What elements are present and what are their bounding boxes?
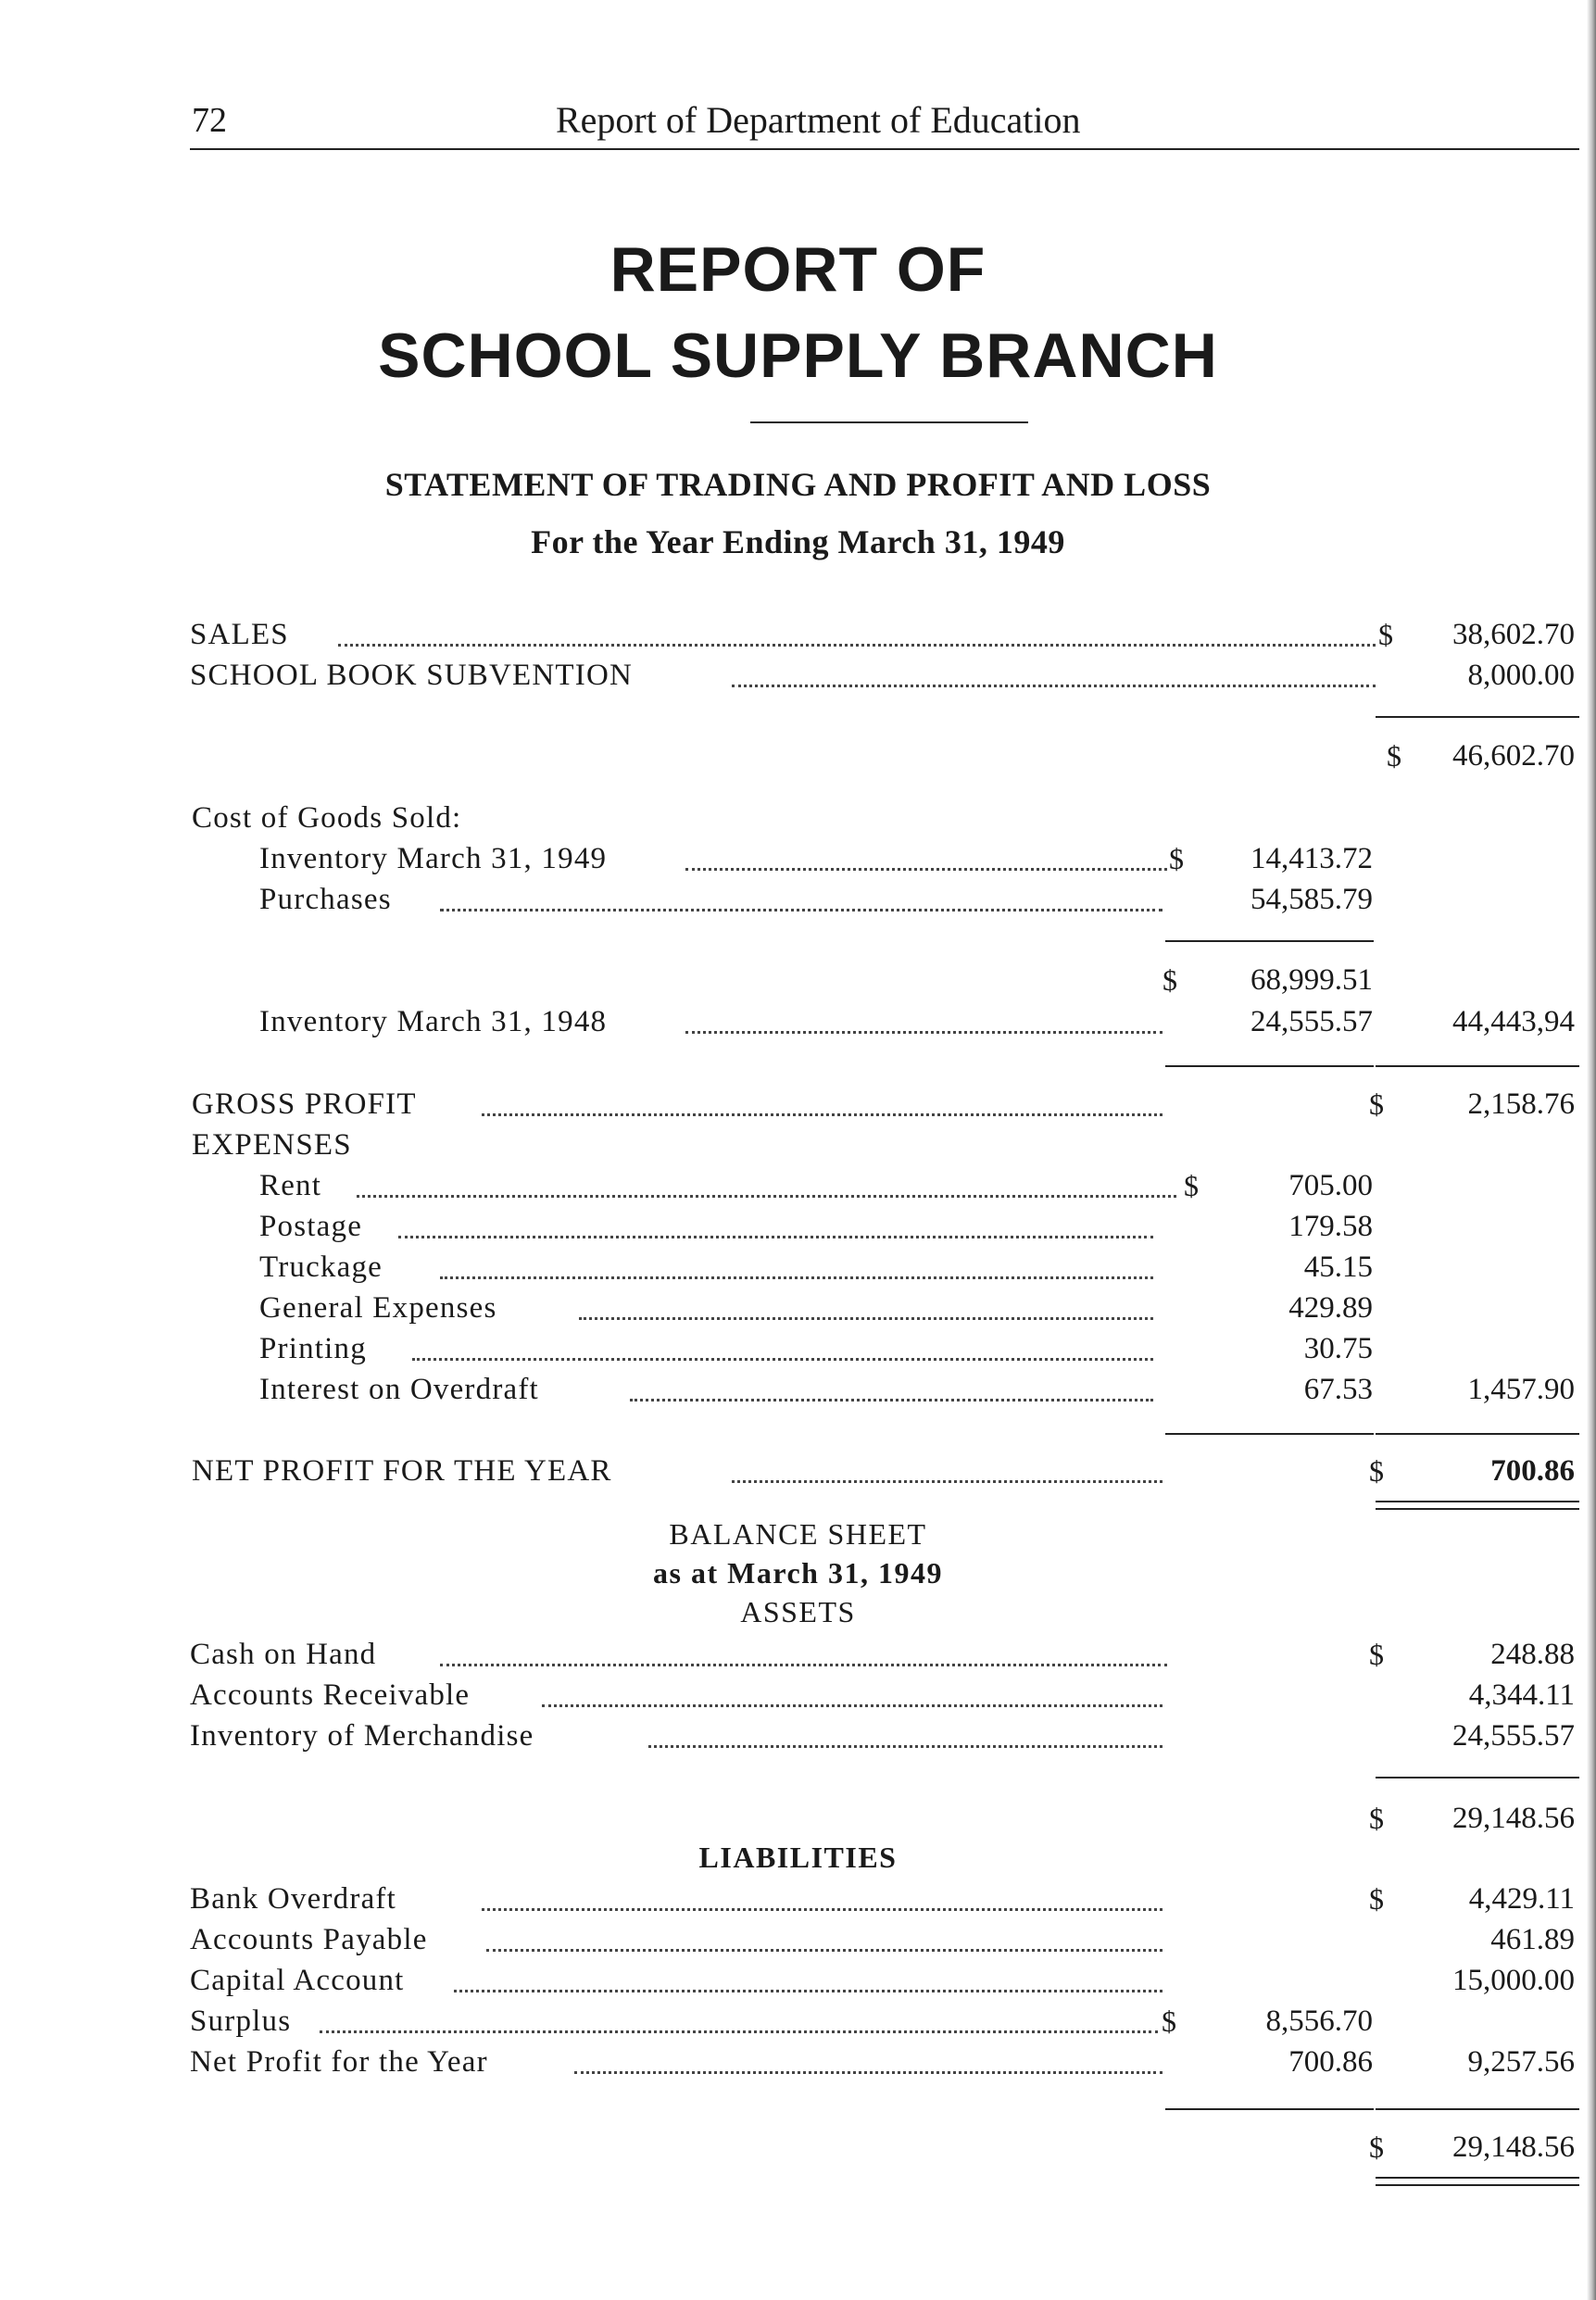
- subvention-value: 8,000.00: [1467, 659, 1575, 692]
- sales-value: 38,602.70: [1452, 618, 1575, 651]
- title-line-2: SCHOOL SUPPLY BRANCH: [378, 320, 1218, 391]
- rule: [1376, 2108, 1579, 2110]
- leader-dots: [454, 1990, 1162, 1992]
- asset-value: 248.88: [1490, 1638, 1575, 1671]
- gross-profit-value: 2,158.76: [1467, 1087, 1575, 1121]
- inventory-1948-value: 24,555.57: [1250, 1005, 1373, 1038]
- asset-currency: $: [1369, 1638, 1384, 1671]
- surplus-value: 8,556.70: [1265, 2005, 1373, 2038]
- statement-subheading: For the Year Ending March 31, 1949: [531, 523, 1065, 560]
- expenses-label: EXPENSES: [192, 1128, 352, 1162]
- leader-dots: [482, 1908, 1162, 1911]
- double-rule-bottom: [1376, 1508, 1579, 1510]
- running-title: Report of Department of Education: [556, 99, 1081, 141]
- leader-dots: [440, 1276, 1153, 1279]
- sum-rule: [1376, 1777, 1579, 1778]
- leader-dots: [338, 644, 1376, 647]
- expense-label: Rent: [259, 1169, 322, 1202]
- rule: [1165, 1065, 1374, 1067]
- inventory-1949-value: 14,413.72: [1250, 842, 1373, 875]
- leader-dots: [542, 1704, 1162, 1707]
- leader-dots: [357, 1195, 1176, 1198]
- assets-heading: ASSETS: [740, 1595, 856, 1628]
- liability-label: Capital Account: [190, 1964, 405, 1997]
- rule: [1376, 1433, 1579, 1435]
- rule: [1165, 2108, 1374, 2110]
- leader-dots: [412, 1358, 1153, 1361]
- total-value: 46,602.70: [1452, 739, 1575, 773]
- liability-value: 461.89: [1490, 1923, 1575, 1956]
- net-profit-value: 700.86: [1490, 1454, 1575, 1488]
- sales-label: SALES: [190, 618, 289, 651]
- leader-dots: [574, 2071, 1162, 2074]
- expense-value: 429.89: [1288, 1291, 1373, 1325]
- double-rule-bottom: [1376, 2184, 1579, 2186]
- cogs-label: Cost of Goods Sold:: [192, 801, 462, 835]
- leader-dots: [398, 1236, 1153, 1238]
- leader-dots: [440, 909, 1162, 911]
- leader-dots: [482, 1113, 1162, 1116]
- expense-value: 705.00: [1288, 1169, 1373, 1202]
- expense-value: 30.75: [1303, 1332, 1373, 1365]
- leader-dots: [685, 868, 1167, 871]
- surplus-currency: $: [1162, 2005, 1176, 2038]
- inventory-1949-currency: $: [1169, 842, 1184, 875]
- expense-value: 45.15: [1303, 1251, 1373, 1284]
- expense-label: Postage: [259, 1210, 363, 1243]
- inventory-1948-label: Inventory March 31, 1948: [259, 1005, 608, 1038]
- rule: [1376, 1065, 1579, 1067]
- expenses-total: 1,457.90: [1467, 1373, 1575, 1406]
- total-currency: $: [1387, 739, 1401, 773]
- leader-dots: [648, 1745, 1162, 1748]
- leader-dots: [440, 1664, 1167, 1666]
- sum-rule: [1376, 716, 1579, 718]
- leader-dots: [486, 1949, 1162, 1952]
- net-profit-year-value: 700.86: [1288, 2045, 1373, 2079]
- cogs-value: 44,443,94: [1452, 1005, 1575, 1038]
- subtotal-rule: [1165, 940, 1374, 942]
- header-rule: [190, 148, 1579, 150]
- subtotal-currency: $: [1162, 963, 1177, 997]
- expense-value: 179.58: [1288, 1210, 1373, 1243]
- title-line-1: REPORT OF: [609, 234, 987, 305]
- expense-label: Truckage: [259, 1251, 383, 1284]
- asset-value: 4,344.11: [1468, 1678, 1575, 1712]
- sales-currency: $: [1378, 618, 1393, 651]
- expense-label: Printing: [259, 1332, 367, 1365]
- expense-label: General Expenses: [259, 1291, 497, 1325]
- liability-label: Bank Overdraft: [190, 1882, 396, 1916]
- balance-sheet-heading: BALANCE SHEET: [669, 1517, 927, 1551]
- asset-value: 24,555.57: [1452, 1719, 1575, 1753]
- liability-label: Accounts Payable: [190, 1923, 428, 1956]
- net-profit-year-label: Net Profit for the Year: [190, 2045, 488, 2079]
- leader-dots: [320, 2030, 1158, 2033]
- subtotal-value: 68,999.51: [1250, 963, 1373, 997]
- leader-dots: [732, 1480, 1162, 1483]
- liability-currency: $: [1369, 1882, 1384, 1916]
- surplus-sum-value: 9,257.56: [1467, 2045, 1575, 2079]
- expense-label: Interest on Overdraft: [259, 1373, 539, 1406]
- surplus-label: Surplus: [190, 2005, 292, 2038]
- page-number: 72: [192, 101, 227, 140]
- expense-value: 67.53: [1303, 1373, 1373, 1406]
- inventory-1949-label: Inventory March 31, 1949: [259, 842, 608, 875]
- liabilities-total: 29,148.56: [1452, 2130, 1575, 2164]
- liabilities-heading: LIABILITIES: [698, 1841, 898, 1874]
- double-rule-top: [1376, 2177, 1579, 2179]
- net-profit-label: NET PROFIT FOR THE YEAR: [192, 1454, 612, 1488]
- assets-total: 29,148.56: [1452, 1802, 1575, 1835]
- asset-label: Accounts Receivable: [190, 1678, 471, 1712]
- asset-label: Cash on Hand: [190, 1638, 377, 1671]
- net-profit-currency: $: [1369, 1454, 1384, 1488]
- title-underline: [750, 421, 1028, 423]
- purchases-value: 54,585.79: [1250, 883, 1373, 916]
- subvention-label: SCHOOL BOOK SUBVENTION: [190, 659, 634, 692]
- statement-heading: STATEMENT OF TRADING AND PROFIT AND LOSS: [384, 466, 1212, 503]
- liabilities-total-currency: $: [1369, 2130, 1384, 2164]
- rule: [1165, 1433, 1374, 1435]
- double-rule-top: [1376, 1501, 1579, 1502]
- assets-total-currency: $: [1369, 1802, 1384, 1835]
- leader-dots: [732, 685, 1376, 687]
- leader-dots: [685, 1031, 1162, 1034]
- liability-value: 4,429.11: [1468, 1882, 1575, 1916]
- balance-sheet-subheading: as at March 31, 1949: [653, 1556, 943, 1590]
- purchases-label: Purchases: [259, 883, 392, 916]
- leader-dots: [579, 1317, 1153, 1320]
- asset-label: Inventory of Merchandise: [190, 1719, 534, 1753]
- leader-dots: [630, 1399, 1153, 1401]
- gross-profit-currency: $: [1369, 1087, 1384, 1121]
- liability-value: 15,000.00: [1452, 1964, 1575, 1997]
- gross-profit-label: GROSS PROFIT: [192, 1087, 417, 1121]
- expense-currency: $: [1184, 1169, 1199, 1202]
